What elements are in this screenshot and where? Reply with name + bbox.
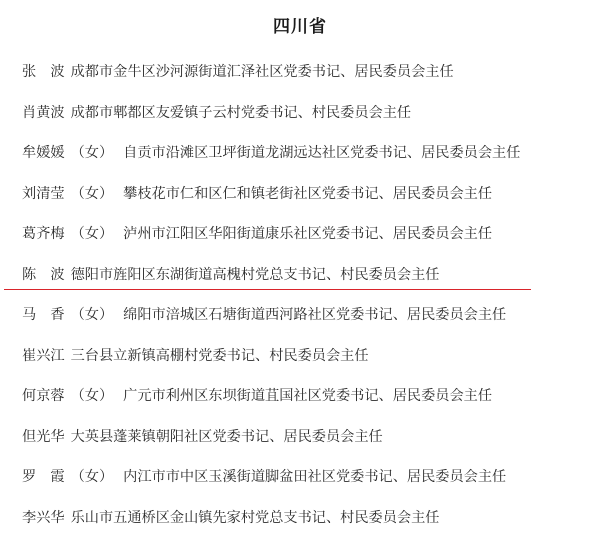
list-item	[22, 336, 592, 377]
gender-note: （女）	[70, 145, 114, 161]
gender-note: （女）	[70, 469, 114, 485]
position-description: 自贡市沿滩区卫坪街道龙湖远达社区党委书记、居民委员会主任	[123, 145, 521, 161]
position-description: 攀枝花市仁和区仁和镇老街社区党委书记、居民委员会主任	[123, 185, 493, 202]
position-description: 泸州市江阳区华阳街道康乐社区党委书记、居民委员会主任	[123, 226, 493, 242]
position-description: 内江市市中区玉溪街道脚盆田社区党委书记、居民委员会主任	[123, 469, 507, 485]
person-name: 李兴华	[22, 509, 65, 526]
list-item	[22, 498, 592, 539]
list-item	[22, 52, 592, 93]
position-description: 大英县蓬莱镇朝阳社区党委书记、居民委员会主任	[70, 428, 383, 445]
list-item	[22, 295, 592, 336]
position-description: 绵阳市涪城区石塘街道西河路社区党委书记、居民委员会主任	[123, 307, 507, 323]
person-name: 罗 霞	[22, 469, 65, 485]
person-name: 但光华	[22, 428, 65, 445]
person-name: 张 波	[22, 64, 65, 80]
person-name: 刘清莹	[22, 185, 65, 202]
gender-note: （女）	[70, 388, 114, 404]
position-description: 广元市利州区东坝街道苴国社区党委书记、居民委员会主任	[123, 388, 493, 404]
list-item	[22, 174, 592, 215]
position-description: 三台县立新镇高棚村党委书记、村民委员会主任	[70, 347, 369, 364]
list-item	[22, 133, 592, 174]
person-name: 陈 波	[22, 266, 65, 283]
person-name: 崔兴江	[22, 347, 65, 364]
person-name: 何京蓉	[22, 388, 65, 404]
list-item	[22, 417, 592, 458]
position-description: 德阳市旌阳区东湖街道高槐村党总支书记、村民委员会主任	[70, 266, 440, 283]
person-name: 马 香	[22, 307, 65, 323]
gender-note: （女）	[70, 185, 114, 202]
person-name: 肖黄波	[22, 104, 65, 121]
person-name: 葛齐梅	[22, 226, 65, 242]
list-item	[22, 214, 592, 255]
list-item-highlighted	[22, 255, 592, 296]
position-description: 成都市郫都区友爱镇子云村党委书记、村民委员会主任	[70, 104, 412, 121]
gender-note: （女）	[70, 307, 114, 323]
position-description: 乐山市五通桥区金山镇先家村党总支书记、村民委员会主任	[70, 509, 440, 526]
page-title: 四川省	[273, 17, 327, 37]
position-description: 成都市金牛区沙河源街道汇泽社区党委书记、居民委员会主任	[70, 64, 454, 80]
list-item	[22, 457, 592, 498]
person-name: 牟媛媛	[22, 145, 65, 161]
gender-note: （女）	[70, 226, 114, 242]
list-item	[22, 93, 592, 134]
honoree-list	[22, 52, 592, 538]
list-item	[22, 376, 592, 417]
